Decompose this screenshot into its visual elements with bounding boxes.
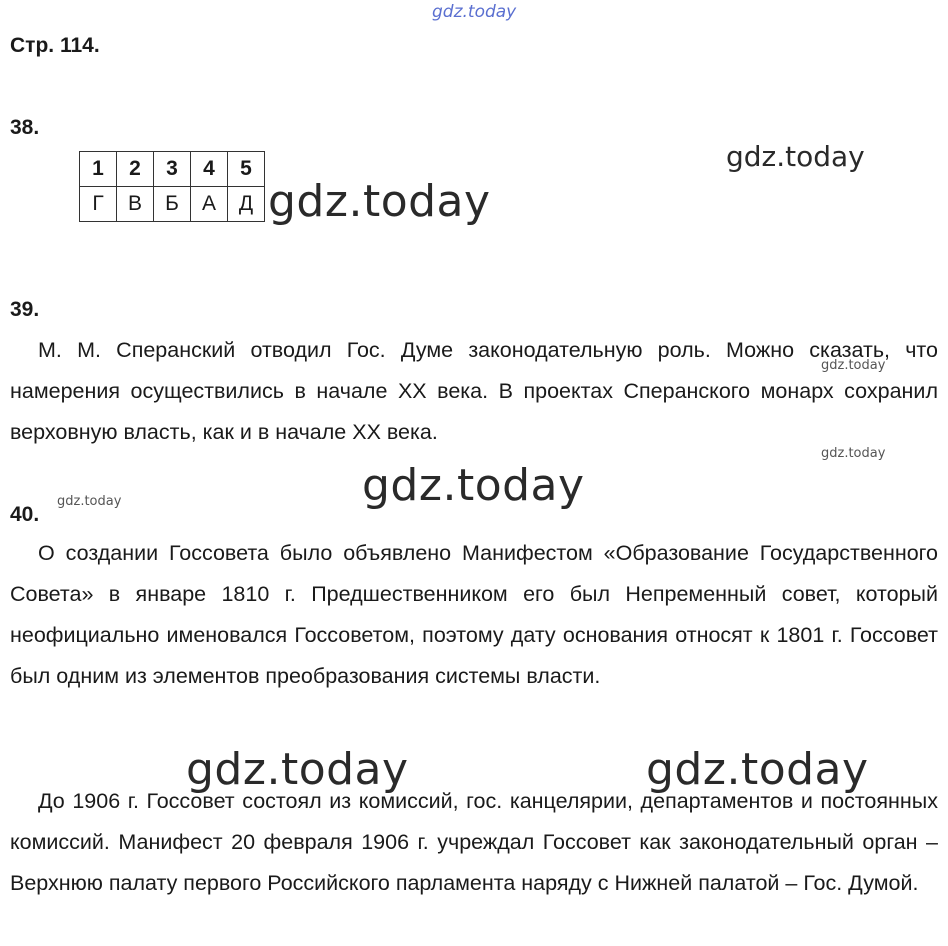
answer-table-header: 2	[117, 152, 154, 187]
task-40-paragraph-1: О создании Госсовета было объявлено Манифестом «Образование Государственного Совета» в январе 1810 г. Предшественником его был Непременный совет, который неофициально именовался Госсоветом, поэтому дату основания относят к 1801 г. Госсовет был одним из элементов преобразования системы власти.	[10, 541, 938, 688]
watermark-small-2: gdz.today	[821, 446, 886, 461]
watermark-table: gdz.today	[268, 176, 491, 227]
answer-table-header: 5	[228, 152, 265, 187]
answer-table-cell: В	[117, 187, 154, 222]
answer-table-cell: Б	[154, 187, 191, 222]
task-38-number: 38.	[10, 116, 40, 139]
answer-table-header: 3	[154, 152, 191, 187]
watermark-right: gdz.today	[726, 140, 865, 173]
answer-table-cell: Г	[80, 187, 117, 222]
task-39-text: М. М. Сперанский отводил Гос. Думе законодательную роль. Можно сказать, что намерения осуществились в начале XX века. В проектах Сперанского монарх сохранил верховную власть, как и в начале XX века.	[10, 338, 938, 444]
task-39-number: 39.	[10, 298, 40, 321]
task-40-paragraph-2: До 1906 г. Госсовет состоял из комиссий, гос. канцелярии, департаментов и постоянных комиссий. Манифест 20 февраля 1906 г. учреждал Госсовет как законодательный орган – Верхнюю палату первого Российского парламента наряду с Нижней палатой – Гос. Думой.	[10, 789, 938, 895]
answer-table-cell: А	[191, 187, 228, 222]
watermark-center: gdz.today	[362, 460, 585, 511]
task-40-number: 40.	[10, 503, 40, 526]
answer-table-header: 1	[80, 152, 117, 187]
watermark-lower-right: gdz.today	[646, 744, 869, 795]
watermark-small-3: gdz.today	[57, 494, 122, 509]
watermark-top: gdz.today	[432, 2, 517, 22]
watermark-lower-left: gdz.today	[186, 744, 409, 795]
answer-table-cell: Д	[228, 187, 265, 222]
watermark-small-1: gdz.today	[821, 358, 886, 373]
answer-table	[79, 151, 265, 222]
answer-table-header: 4	[191, 152, 228, 187]
page-label: Стр. 114.	[10, 34, 100, 57]
answer-table-answer-row	[80, 187, 265, 222]
answer-table-header-row	[80, 152, 265, 187]
